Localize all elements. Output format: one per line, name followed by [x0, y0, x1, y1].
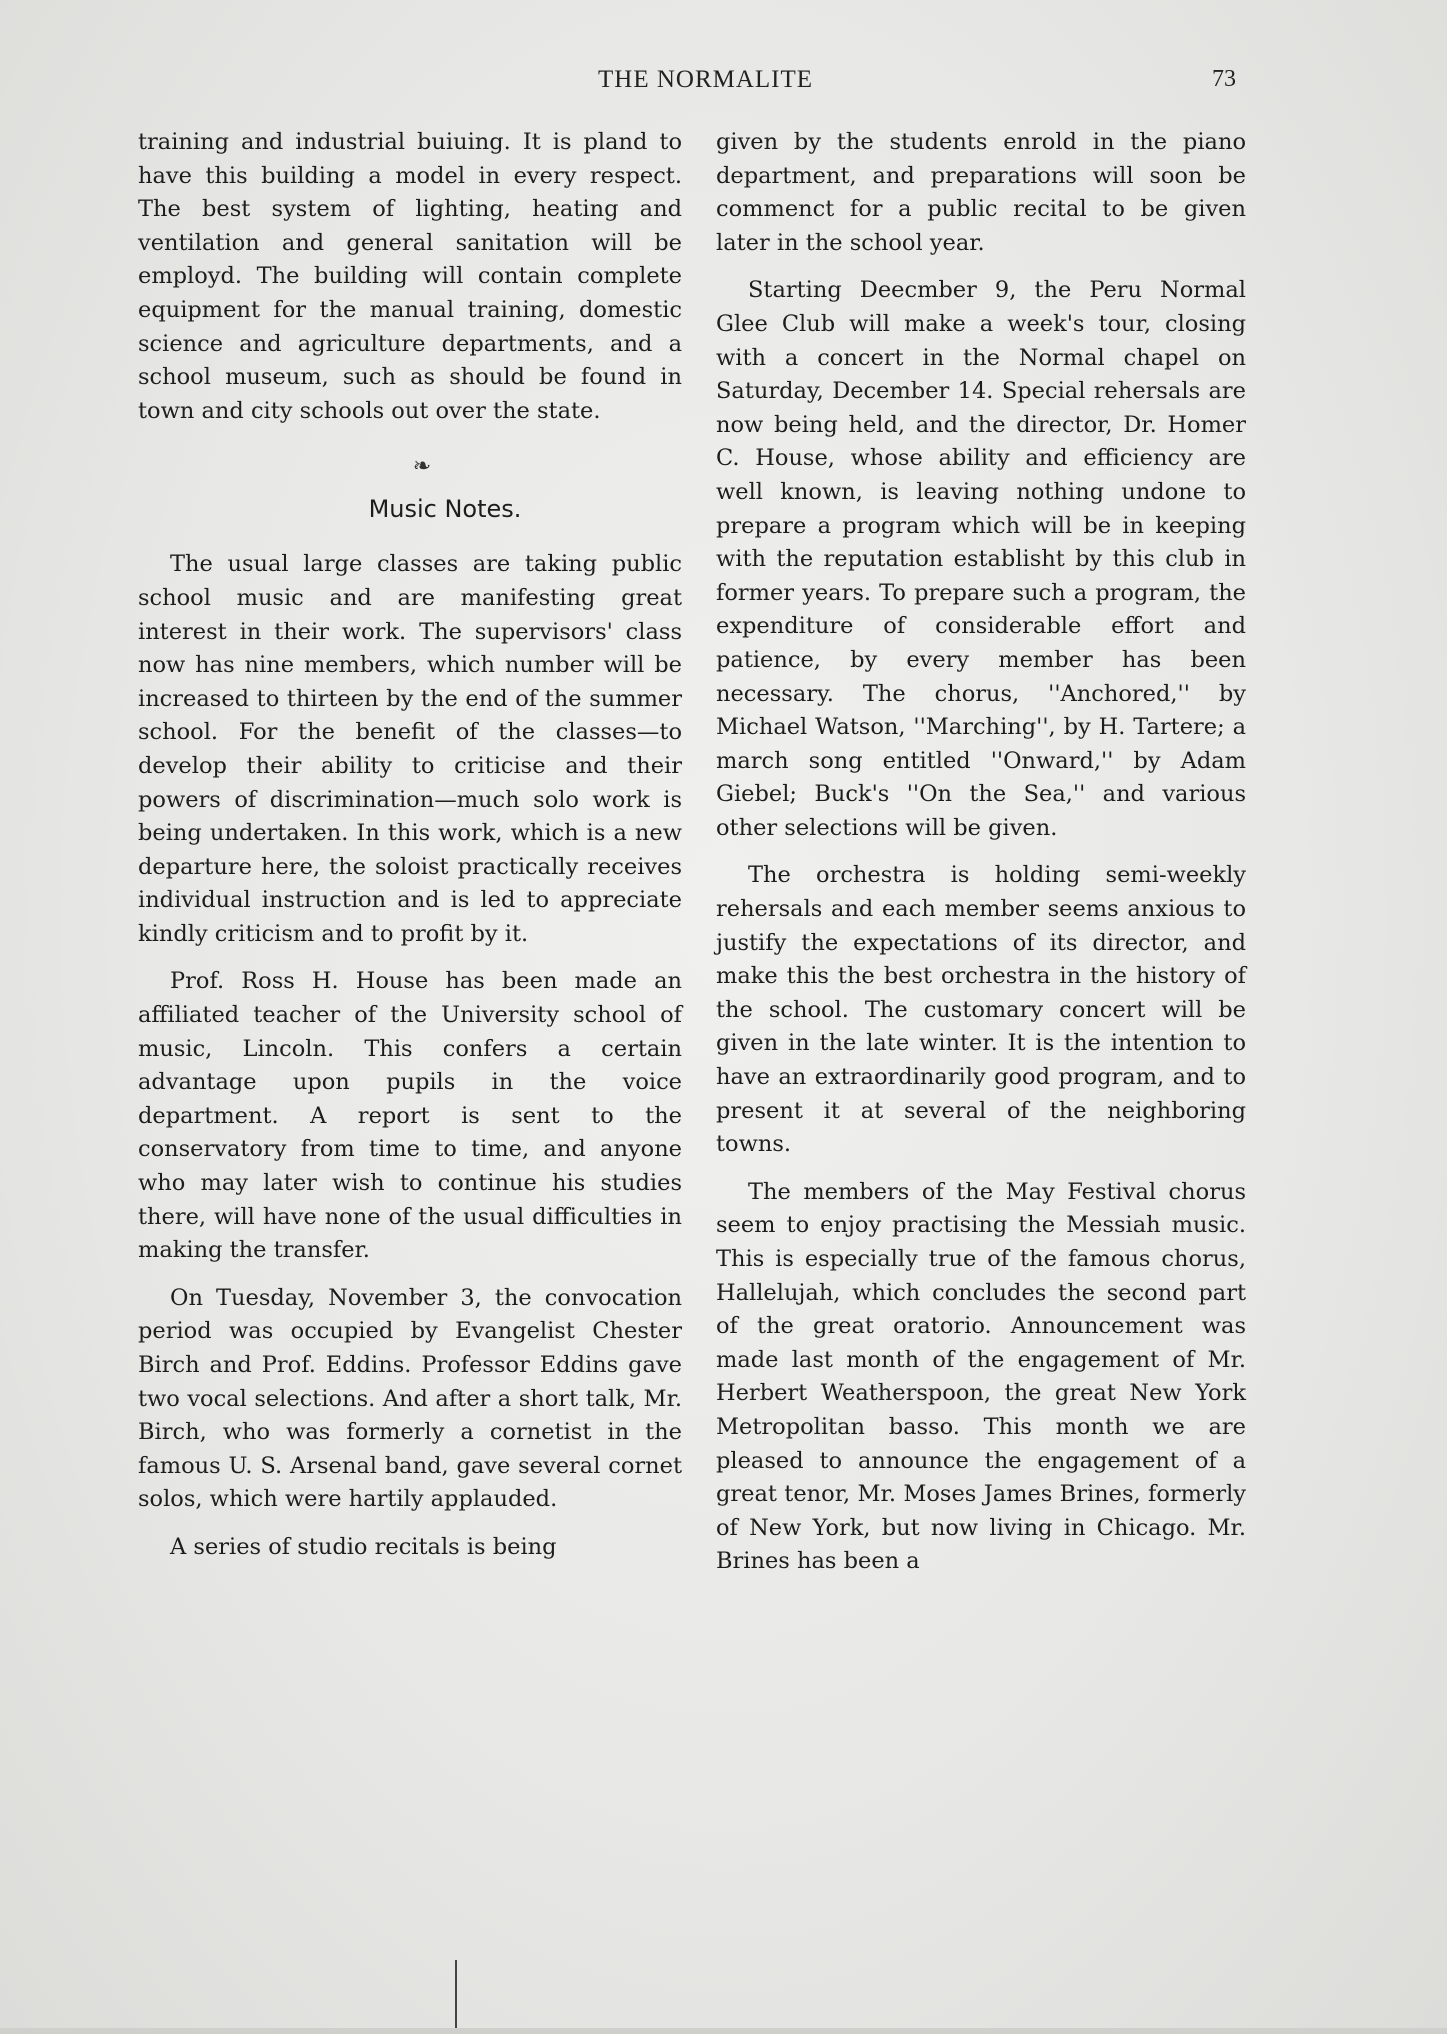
ornament-icon: ❧ — [412, 454, 432, 480]
left-column — [138, 126, 682, 1565]
page-edge — [0, 2028, 1447, 2034]
continued-paragraph: training and industrial buiuing. It is pland to have this building a model in every respect. The best system of lighting, heating and ventilation and general sanitation will be employd. The building will contain complete equipment for the manual training, domestic science and agriculture departments, and a school museum, such as should be found in town and city schools out over the state. — [138, 129, 682, 424]
paragraph: The orchestra is holding semi-weekly rehersals and each member seems anxious to justify the expectations of its director, and make this the best orchestra in the history of the school. The customary concert will be given in the late winter. It is the intention to have an extraordinarily good program, and to present it at several of the neighboring towns. — [716, 862, 1246, 1158]
paragraph: The usual large classes are taking public school music and are manifesting great interest in their work. The supervisors' class now has nine members, which number will be increased to thirteen by the end of the summer school. For the benefit of the classes—to develop their ability to criticise and their powers of discrimination—much solo work is being undertaken. In this work, which is a new departure here, the soloist practically receives individual instruction and is led to appreciate kindly criticism and to profit by it. — [138, 551, 682, 947]
paragraph: A series of studio recitals is being — [170, 1533, 557, 1560]
paragraph: Starting Deecmber 9, the Peru Normal Glee Club will make a week's tour, closing with a concert in the Normal chapel on Saturday, December 14. Special rehersals are now being held, and the director, Dr. Homer C. House, whose ability and efficiency are well known, is leaving nothing undone to prepare a program which will be in keeping with the reputation establisht by this club in former years. To prepare such a program, the expenditure of considerable effort and patience, by every member has been necessary. The chorus, ''Anchored,'' by Michael Watson, ''Marching'', by H. Tartere; a march song entitled ''Onward,'' by Adam Giebel; Buck's ''On the Sea,'' and various other selections will be given. — [716, 277, 1246, 841]
section-heading: Music Notes. — [368, 495, 522, 524]
running-title: THE NORMALITE — [598, 66, 814, 93]
page-header — [0, 66, 1447, 106]
paragraph: Prof. Ross H. House has been made an affiliated teacher of the University school of music, Lincoln. This confers a certain advantage upon pupils in the voice department. A report is sent to the conservatory from time to time, and anyone who may later wish to continue his studies there, will have none of the usual difficulties in making the transfer. — [138, 968, 682, 1264]
right-column — [716, 126, 1246, 1579]
fold-mark — [455, 1960, 457, 2034]
paragraph: The members of the May Festival chorus seem to enjoy practising the Messiah music. This is especially true of the famous chorus, Hallelujah, which concludes the second part of the great oratorio. Announcement was made last month of the engagement of Mr. Herbert Weatherspoon, the great New York Metropolitan basso. This month we are pleased to announce the engagement of a great tenor, Mr. Moses James Brines, formerly of New York, but now living in Chicago. Mr. Brines has been a — [716, 1178, 1246, 1575]
paragraph: On Tuesday, November 3, the convocation period was occupied by Evangelist Chester Birch and Prof. Eddins. Professor Eddins gave two vocal selections. And after a short talk, Mr. Birch, who was formerly a cornetist in the famous U. S. Arsenal band, gave several cornet solos, which were hartily applauded. — [138, 1284, 682, 1513]
continued-paragraph: given by the students enrold in the piano department, and preparations will soon be commenct for a public recital to be given later in the school year. — [716, 129, 1246, 256]
page-number: 73 — [1212, 66, 1236, 92]
